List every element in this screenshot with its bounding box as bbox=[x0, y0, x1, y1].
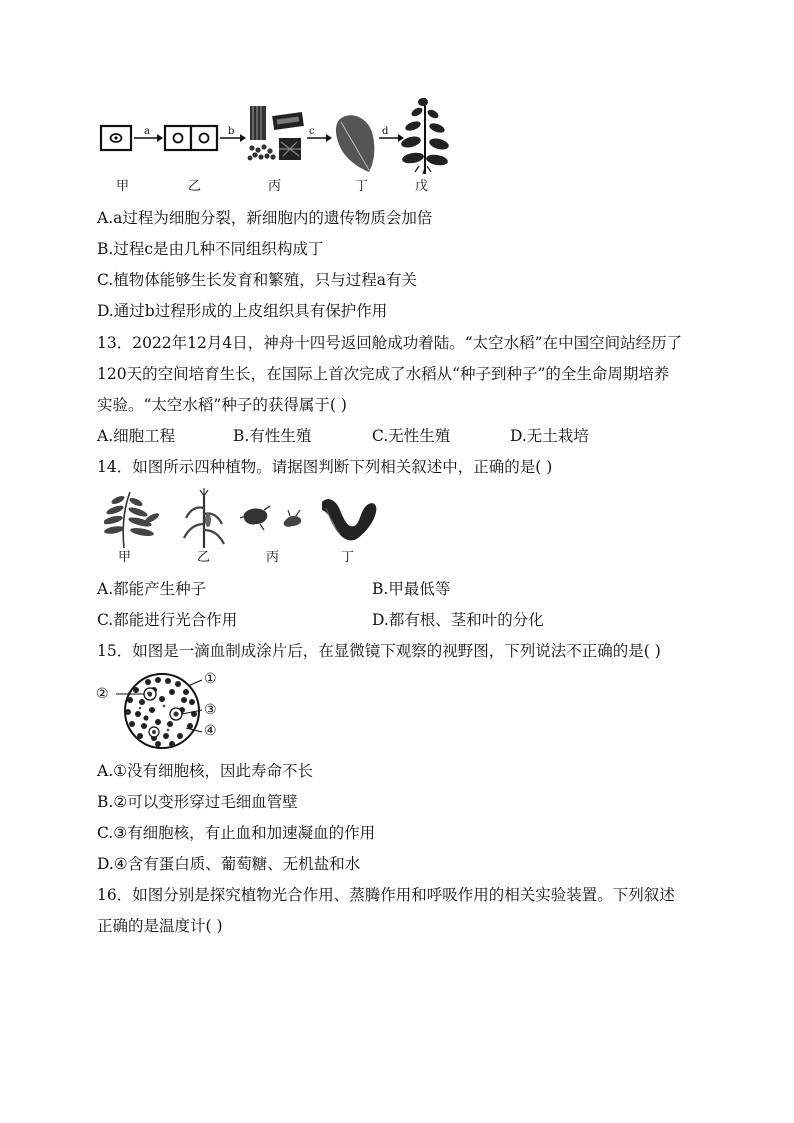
q13-option-a: A.细胞工程 bbox=[97, 427, 176, 445]
q15-option-c: C.③有细胞核，有止血和加速凝血的作用 bbox=[97, 824, 376, 842]
two-cells-image bbox=[165, 126, 217, 150]
q15-option-b: B.②可以变形穿过毛细血管壁 bbox=[97, 793, 298, 811]
fig12-caption-ding: 丁 bbox=[355, 179, 369, 194]
whole-plant-image bbox=[400, 98, 450, 174]
q14-option-c: C.都能进行光合作用 bbox=[97, 611, 238, 629]
fig12-caption-yi: 乙 bbox=[188, 179, 202, 194]
corn-image bbox=[184, 488, 224, 548]
q14-option-d: D.都有根、茎和叶的分化 bbox=[372, 611, 544, 629]
q13-stem-line-3: 实验。“太空水稻”种子的获得属于( ) bbox=[97, 396, 347, 414]
blood-label-1: ① bbox=[204, 671, 217, 687]
fern-image bbox=[104, 492, 160, 548]
q16-stem-line-2: 正确的是温度计( ) bbox=[97, 917, 223, 935]
arrow-label-d: d bbox=[382, 126, 389, 137]
fig14-caption-bing: 丙 bbox=[266, 550, 280, 565]
fig14-caption-jia: 甲 bbox=[118, 550, 132, 565]
tissues-image bbox=[248, 106, 304, 160]
blood-label-3: ③ bbox=[204, 702, 217, 718]
q13-stem-line-1: 13．2022年12月4日，神舟十四号返回舱成功着陆。“太空水稻”在中国空间站经历了 bbox=[97, 334, 683, 352]
fig12-caption-jia: 甲 bbox=[116, 179, 130, 194]
q14-stem: 14．如图所示四种植物。请据图判断下列相关叙述中，正确的是( ) bbox=[97, 458, 553, 476]
blood-label-4: ④ bbox=[204, 723, 217, 739]
q15-stem: 15．如图是一滴血制成涂片后，在显微镜下观察的视野图，下列说法不正确的是( ) bbox=[97, 642, 661, 660]
single-cell-image bbox=[101, 126, 131, 150]
q12-option-a: A.a过程为细胞分裂，新细胞内的遗传物质会加倍 bbox=[97, 209, 433, 227]
fig12-caption-bing: 丙 bbox=[268, 179, 282, 194]
q15-option-a: A.①没有细胞核，因此寿命不长 bbox=[97, 762, 314, 780]
q14-option-b: B.甲最低等 bbox=[372, 580, 451, 598]
q12-option-b: B.过程c是由几种不同组织构成丁 bbox=[97, 240, 324, 258]
q13-option-d: D.无土栽培 bbox=[510, 427, 589, 445]
fig14-caption-yi: 乙 bbox=[197, 550, 211, 565]
seaweed-image bbox=[322, 499, 376, 540]
q12-option-d: D.通过b过程形成的上皮组织具有保护作用 bbox=[97, 302, 388, 320]
q14-option-a: A.都能产生种子 bbox=[97, 580, 207, 598]
leaf-organ-image bbox=[336, 115, 374, 172]
cell-development-figure bbox=[97, 96, 457, 176]
arrow-label-c: c bbox=[309, 126, 315, 137]
blood-label-2: ② bbox=[96, 686, 109, 702]
moss-image bbox=[240, 506, 301, 530]
arrow-label-a: a bbox=[144, 126, 150, 137]
q16-stem-line-1: 16．如图分别是探究植物光合作用、蒸腾作用和呼吸作用的相关实验装置。下列叙述 bbox=[97, 886, 675, 904]
fig14-caption-ding: 丁 bbox=[341, 550, 355, 565]
fig12-caption-wu: 戊 bbox=[415, 179, 429, 194]
q13-stem-line-2: 120天的空间培育生长，在国际上首次完成了水稻从“种子到种子”的全生命周期培养 bbox=[97, 365, 670, 383]
four-plants-figure bbox=[104, 488, 384, 550]
q12-option-c: C.植物体能够生长发育和繁殖，只与过程a有关 bbox=[97, 271, 417, 289]
q15-option-d: D.④含有蛋白质、葡萄糖、无机盐和水 bbox=[97, 855, 361, 873]
q13-option-b: B.有性生殖 bbox=[233, 427, 312, 445]
q13-option-c: C.无性生殖 bbox=[372, 427, 451, 445]
arrow-label-b: b bbox=[228, 126, 235, 137]
